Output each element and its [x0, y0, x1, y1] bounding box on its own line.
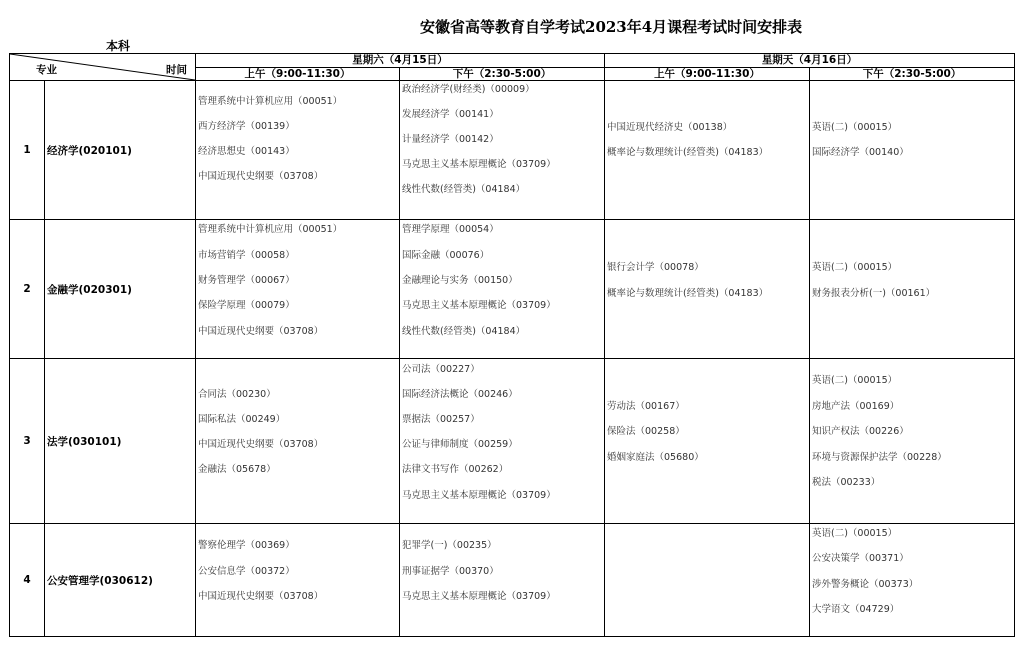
- table-row: [10, 524, 1015, 637]
- major-name: 金融学(020301): [45, 220, 196, 359]
- course-item: 环境与资源保护法学（00228）: [812, 452, 947, 463]
- sun-pm-cell: [810, 81, 1015, 220]
- exam-schedule-table: [9, 53, 1015, 637]
- corner-header: [10, 54, 196, 81]
- day-header-saturday: 星期六（4月15日）: [196, 54, 605, 68]
- time-column-label: 时间: [166, 64, 187, 76]
- course-item: 税法（00233）: [812, 477, 881, 488]
- course-item: 马克思主义基本原理概论（03709）: [402, 159, 556, 170]
- course-item: 国际私法（00249）: [198, 414, 286, 425]
- course-item: 中国近现代史纲要（03708）: [198, 171, 324, 182]
- course-item: 保险法（00258）: [607, 426, 685, 437]
- row-number: 3: [10, 359, 45, 524]
- course-item: 公证与律师制度（00259）: [402, 439, 518, 450]
- page-title: 安徽省高等教育自学考试2023年4月课程考试时间安排表: [420, 18, 803, 36]
- course-item: 公安决策学（00371）: [812, 553, 909, 564]
- course-item: 知识产权法（00226）: [812, 426, 909, 437]
- sun-am-cell: [605, 524, 810, 637]
- course-item: 财务管理学（00067）: [198, 275, 295, 286]
- course-item: 马克思主义基本原理概论（03709）: [402, 490, 556, 501]
- row-number: 2: [10, 220, 45, 359]
- course-item: 中国近现代史纲要（03708）: [198, 326, 324, 337]
- sun-am-cell: [605, 359, 810, 524]
- sun-pm-cell: [810, 524, 1015, 637]
- sat-am-cell: [196, 220, 400, 359]
- day-header-sunday: 星期天（4月16日）: [605, 54, 1015, 68]
- course-item: 管理学原理（00054）: [402, 224, 499, 235]
- course-item: 线性代数(经管类)（04184）: [402, 184, 526, 195]
- course-item: 中国近现代史纲要（03708）: [198, 439, 324, 450]
- table-row: [10, 81, 1015, 220]
- course-item: 发展经济学（00141）: [402, 109, 499, 120]
- table-row: [10, 359, 1015, 524]
- course-item: 中国近现代史纲要（03708）: [198, 591, 324, 602]
- course-item: 线性代数(经管类)（04184）: [402, 326, 526, 337]
- course-item: 西方经济学（00139）: [198, 121, 295, 132]
- course-item: 概率论与数理统计(经管类)（04183）: [607, 288, 769, 299]
- education-level-label: 本科: [106, 39, 131, 53]
- course-item: 市场营销学（00058）: [198, 250, 295, 261]
- course-item: 大学语文（04729）: [812, 604, 900, 615]
- major-name: 经济学(020101): [45, 81, 196, 220]
- session-header-sun-am: 上午（9:00-11:30）: [605, 67, 810, 81]
- major-name: 法学(030101): [45, 359, 196, 524]
- course-item: 婚姻家庭法（05680）: [607, 452, 704, 463]
- course-item: 管理系统中计算机应用（00051）: [198, 96, 343, 107]
- course-item: 计量经济学（00142）: [402, 134, 499, 145]
- course-item: 犯罪学(一)（00235）: [402, 540, 497, 551]
- course-item: 英语(二)（00015）: [812, 262, 898, 273]
- course-item: 房地产法（00169）: [812, 401, 900, 412]
- course-item: 概率论与数理统计(经管类)（04183）: [607, 147, 769, 158]
- course-item: 金融法（05678）: [198, 464, 276, 475]
- course-item: 涉外警务概论（00373）: [812, 579, 919, 590]
- course-item: 国际经济法概论（00246）: [402, 389, 518, 400]
- row-number: 4: [10, 524, 45, 637]
- course-item: 票据法（00257）: [402, 414, 480, 425]
- course-item: 马克思主义基本原理概论（03709）: [402, 591, 556, 602]
- course-item: 中国近现代经济史（00138）: [607, 122, 733, 133]
- sat-am-cell: [196, 524, 400, 637]
- course-item: 经济思想史（00143）: [198, 146, 295, 157]
- course-item: 财务报表分析(一)（00161）: [812, 288, 936, 299]
- course-item: 英语(二)（00015）: [812, 375, 898, 386]
- table-row: [10, 220, 1015, 359]
- session-header-sat-am: 上午（9:00-11:30）: [196, 67, 400, 81]
- major-column-label: 专业: [36, 64, 57, 76]
- session-header-sat-pm: 下午（2:30-5:00）: [400, 67, 605, 81]
- course-item: 金融理论与实务（00150）: [402, 275, 518, 286]
- row-number: 1: [10, 81, 45, 220]
- sat-pm-cell: [400, 220, 605, 359]
- course-item: 法律文书写作（00262）: [402, 464, 509, 475]
- sat-pm-cell: [400, 524, 605, 637]
- sun-am-cell: [605, 81, 810, 220]
- course-item: 政治经济学(财经类)（00009）: [402, 84, 535, 95]
- course-item: 国际经济学（00140）: [812, 147, 909, 158]
- sun-pm-cell: [810, 220, 1015, 359]
- sat-am-cell: [196, 81, 400, 220]
- course-item: 公安信息学（00372）: [198, 566, 295, 577]
- course-item: 劳动法（00167）: [607, 401, 685, 412]
- session-header-sun-pm: 下午（2:30-5:00）: [810, 67, 1015, 81]
- course-item: 国际金融（00076）: [402, 250, 490, 261]
- sat-am-cell: [196, 359, 400, 524]
- sun-am-cell: [605, 220, 810, 359]
- sat-pm-cell: [400, 81, 605, 220]
- course-item: 警察伦理学（00369）: [198, 540, 295, 551]
- course-item: 银行会计学（00078）: [607, 262, 704, 273]
- course-item: 保险学原理（00079）: [198, 300, 295, 311]
- course-item: 管理系统中计算机应用（00051）: [198, 224, 343, 235]
- course-item: 英语(二)（00015）: [812, 528, 898, 539]
- course-item: 刑事证据学（00370）: [402, 566, 499, 577]
- course-item: 公司法（00227）: [402, 364, 480, 375]
- course-item: 合同法（00230）: [198, 389, 276, 400]
- course-item: 马克思主义基本原理概论（03709）: [402, 300, 556, 311]
- sat-pm-cell: [400, 359, 605, 524]
- course-item: 英语(二)（00015）: [812, 122, 898, 133]
- sun-pm-cell: [810, 359, 1015, 524]
- major-name: 公安管理学(030612): [45, 524, 196, 637]
